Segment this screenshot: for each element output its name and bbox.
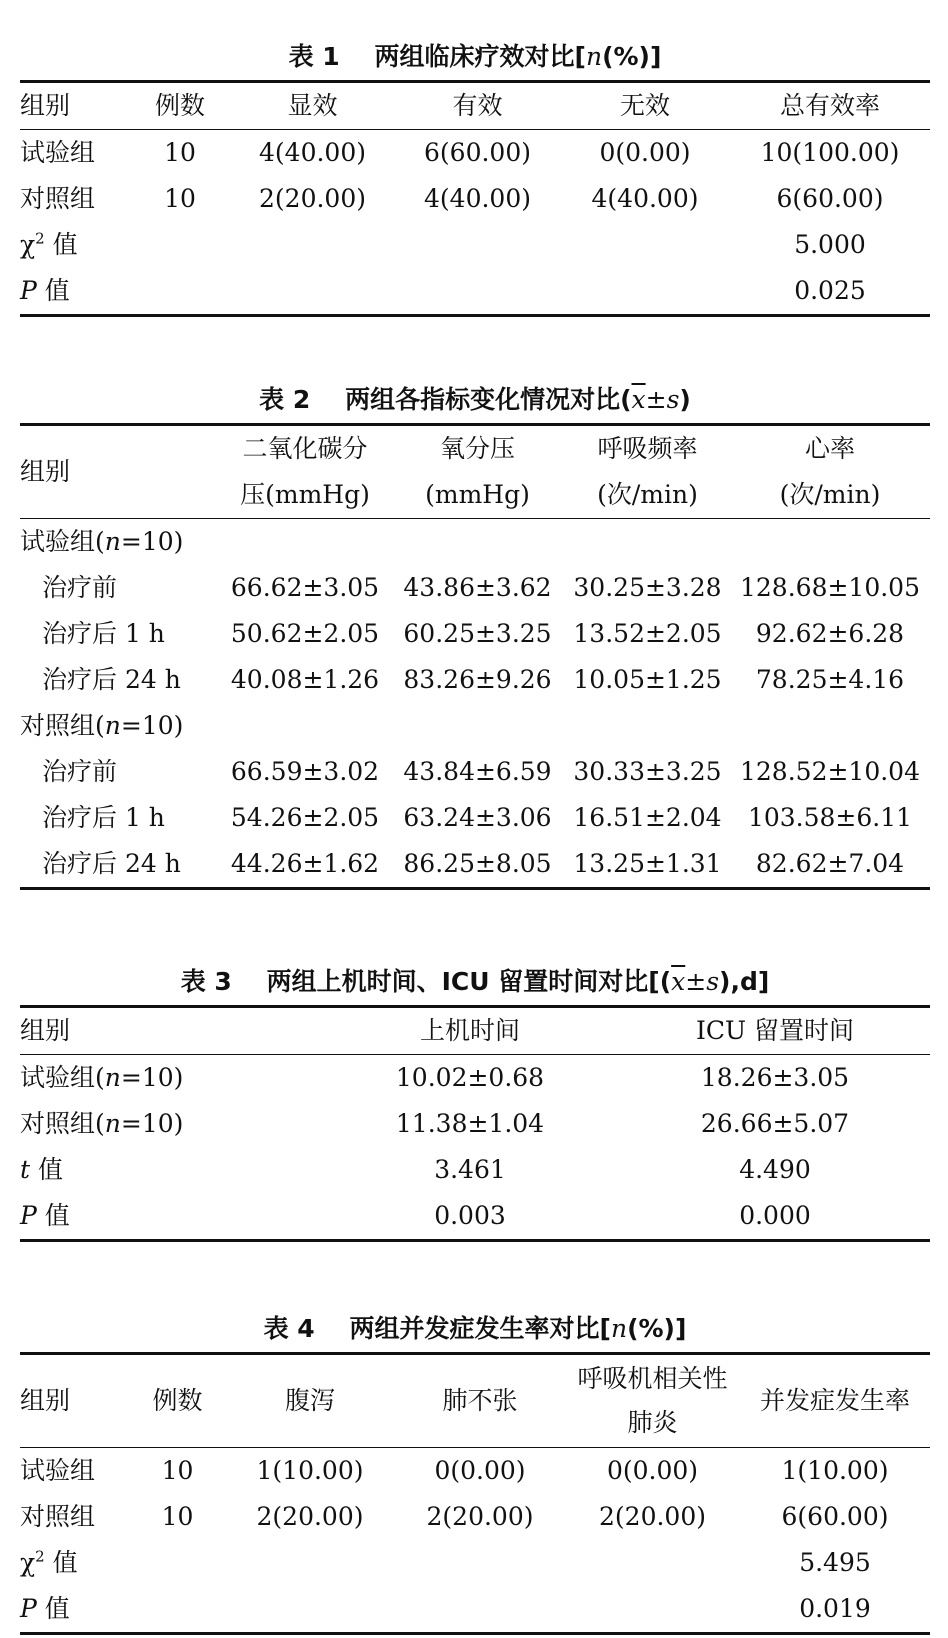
table-cell: 对照组 xyxy=(20,1502,96,1531)
table4-header-complication-rate: 并发症发生率 xyxy=(740,1354,930,1448)
table4-header-count: 例数 xyxy=(130,1354,225,1448)
table-cell: 6(60.00) xyxy=(424,138,531,167)
table-cell: 0(0.00) xyxy=(434,1456,526,1485)
table-row xyxy=(20,1448,930,1495)
table-cell: 0(0.00) xyxy=(606,1456,699,1485)
table-cell: 1(10.00) xyxy=(256,1456,364,1485)
table-cell: 26.66±5.07 xyxy=(700,1109,850,1138)
table1-p-row xyxy=(20,268,930,316)
table-cell: 103.58±6.11 xyxy=(747,803,913,832)
table4-p-row xyxy=(20,1586,930,1634)
table1-header-group: 组别 xyxy=(20,82,130,130)
p-value: 0.019 xyxy=(799,1594,871,1623)
table-cell: 治疗前 xyxy=(42,573,118,602)
table-cell: 16.51±2.04 xyxy=(573,803,722,832)
table-cell: 2(20.00) xyxy=(599,1502,706,1531)
table-cell: 10.02±0.68 xyxy=(395,1063,545,1092)
table3-p-row xyxy=(20,1193,930,1241)
table-cell: 11.38±1.04 xyxy=(395,1109,545,1138)
chi-value: 5.495 xyxy=(799,1548,871,1577)
table2-header-o2: 氧分压 xyxy=(439,434,515,463)
table-cell: 54.26±2.05 xyxy=(230,803,380,832)
table2-header-hr-unit: (次/min) xyxy=(730,472,930,519)
table-row xyxy=(20,749,930,795)
table-cell: 128.52±10.04 xyxy=(740,757,920,786)
table3 xyxy=(20,1005,930,1242)
table2-group2-row xyxy=(20,703,930,749)
table2-header-co2: 二氧化碳分 xyxy=(242,434,368,463)
table1-header-effective: 有效 xyxy=(395,82,560,130)
table-row xyxy=(20,565,930,611)
table-row xyxy=(20,176,930,222)
p-label: P 值 xyxy=(20,1594,70,1623)
table-cell: 治疗后 24 h xyxy=(42,849,181,878)
table1-caption: 表 1 两组临床疗效对比[n(%)] xyxy=(288,42,662,71)
table-cell: 治疗后 1 h xyxy=(42,619,165,648)
table2-header-resp: 呼吸频率 xyxy=(597,434,698,463)
table4-chi-row xyxy=(20,1540,930,1586)
table-cell: 4(40.00) xyxy=(591,184,699,213)
table-cell: 66.59±3.02 xyxy=(230,757,380,786)
table-cell: 治疗前 xyxy=(42,757,118,786)
table-cell: 18.26±3.05 xyxy=(700,1063,850,1092)
chi-label: $\chi^2$ 值 xyxy=(20,1547,78,1577)
table-cell: 82.62±7.04 xyxy=(755,849,905,878)
table-cell: 86.25±8.05 xyxy=(403,849,552,878)
table3-header-ventilation-time: 上机时间 xyxy=(320,1007,620,1055)
chi-value: 5.000 xyxy=(794,230,866,259)
table-cell: 对照组 xyxy=(20,184,96,213)
table-cell: 2(20.00) xyxy=(426,1502,534,1531)
table-row xyxy=(20,795,930,841)
p-value: 0.025 xyxy=(794,276,866,305)
table2-header-row-top xyxy=(20,425,930,473)
table1-header-marked: 显效 xyxy=(230,82,395,130)
table2-header-hr: 心率 xyxy=(804,434,855,463)
table-cell: 1(10.00) xyxy=(781,1456,889,1485)
table-cell: 92.62±6.28 xyxy=(755,619,905,648)
table2 xyxy=(20,423,930,890)
table-cell: 83.26±9.26 xyxy=(403,665,552,694)
table-cell: 6(60.00) xyxy=(781,1502,889,1531)
table-cell: 30.25±3.28 xyxy=(573,573,722,602)
table3-header-icu-time: ICU 留置时间 xyxy=(620,1007,930,1055)
p-label: P 值 xyxy=(20,276,70,305)
table3-header-group: 组别 xyxy=(20,1007,320,1055)
p-label: P 值 xyxy=(20,1201,70,1230)
group-label: 试验组(n=10) xyxy=(20,527,184,556)
table-cell: 30.33±3.25 xyxy=(573,757,722,786)
table-cell: 10 xyxy=(164,184,196,213)
table-cell: 10 xyxy=(161,1502,194,1531)
table4-header-group: 组别 xyxy=(20,1354,130,1448)
t-value: 3.461 xyxy=(434,1155,506,1184)
table-cell: 2(20.00) xyxy=(259,184,366,213)
table-cell: 治疗后 24 h xyxy=(42,665,181,694)
table-cell: 2(20.00) xyxy=(256,1502,364,1531)
table-row xyxy=(20,657,930,703)
table4 xyxy=(20,1352,930,1635)
group-label: 对照组(n=10) xyxy=(20,711,184,740)
table4-header-diarrhea: 腹泻 xyxy=(225,1354,395,1448)
table-cell: 4(40.00) xyxy=(259,138,366,167)
table2-caption: 表 2 两组各指标变化情况对比$(\overline{x}\pm s)$ xyxy=(259,385,691,414)
table-cell: 0(0.00) xyxy=(599,138,691,167)
t-value: 4.490 xyxy=(739,1155,811,1184)
table-cell: 治疗后 1 h xyxy=(42,803,165,832)
table2-header-group: 组别 xyxy=(20,425,220,519)
table1-header-total-rate: 总有效率 xyxy=(730,82,930,130)
table-cell: 66.62±3.05 xyxy=(230,573,380,602)
table-cell: 63.24±3.06 xyxy=(403,803,552,832)
table2-header-o2-unit: (mmHg) xyxy=(390,472,565,519)
table-cell: 40.08±1.26 xyxy=(230,665,380,694)
table3-header-row xyxy=(20,1007,930,1055)
table-cell: 4(40.00) xyxy=(424,184,531,213)
t-label: t 值 xyxy=(20,1155,63,1184)
table4-caption: 表 4 两组并发症发生率对比[n(%)] xyxy=(263,1314,687,1343)
table-row xyxy=(20,1494,930,1540)
table-cell: 试验组 xyxy=(20,1456,96,1485)
table-row xyxy=(20,1101,930,1147)
table-cell: 43.84±6.59 xyxy=(403,757,552,786)
chi-label: $\chi^2$ 值 xyxy=(20,229,78,259)
table-cell: 10 xyxy=(164,138,196,167)
table4-header-atelectasis: 肺不张 xyxy=(395,1354,565,1448)
table-cell: 128.68±10.05 xyxy=(740,573,920,602)
table-cell: 10(100.00) xyxy=(760,138,900,167)
table4-header-row xyxy=(20,1354,930,1448)
table4-header-vap: 呼吸机相关性肺炎 xyxy=(565,1354,740,1448)
table-row xyxy=(20,1055,930,1102)
table-cell: 78.25±4.16 xyxy=(755,665,905,694)
p-value: 0.000 xyxy=(739,1201,811,1230)
table3-caption: 表 3 两组上机时间、ICU 留置时间对比$[(\overline{x}\pm s),d]$ xyxy=(180,967,770,996)
table1-header-row xyxy=(20,82,930,130)
table1-header-ineffective: 无效 xyxy=(560,82,730,130)
p-value: 0.003 xyxy=(434,1201,506,1230)
table-cell: 13.52±2.05 xyxy=(573,619,722,648)
table-cell: 50.62±2.05 xyxy=(230,619,380,648)
table1-chi-row xyxy=(20,222,930,268)
table-cell: 试验组 xyxy=(20,138,96,167)
table-cell: 10.05±1.25 xyxy=(573,665,722,694)
table-cell: 6(60.00) xyxy=(776,184,884,213)
table-cell: 试验组(n=10) xyxy=(20,1063,184,1092)
table-row xyxy=(20,841,930,889)
table-cell: 13.25±1.31 xyxy=(573,849,722,878)
table-cell: 43.86±3.62 xyxy=(403,573,552,602)
table2-group1-row xyxy=(20,519,930,566)
table3-t-row xyxy=(20,1147,930,1193)
table1 xyxy=(20,80,930,317)
table1-header-count: 例数 xyxy=(130,82,230,130)
table-cell: 60.25±3.25 xyxy=(403,619,552,648)
table-cell: 对照组(n=10) xyxy=(20,1109,184,1138)
table2-header-resp-unit: (次/min) xyxy=(565,472,730,519)
table-row xyxy=(20,611,930,657)
table-row xyxy=(20,130,930,177)
table-cell: 44.26±1.62 xyxy=(230,849,380,878)
table-cell: 10 xyxy=(161,1456,194,1485)
table2-header-co2-unit: 压(mmHg) xyxy=(220,472,390,519)
